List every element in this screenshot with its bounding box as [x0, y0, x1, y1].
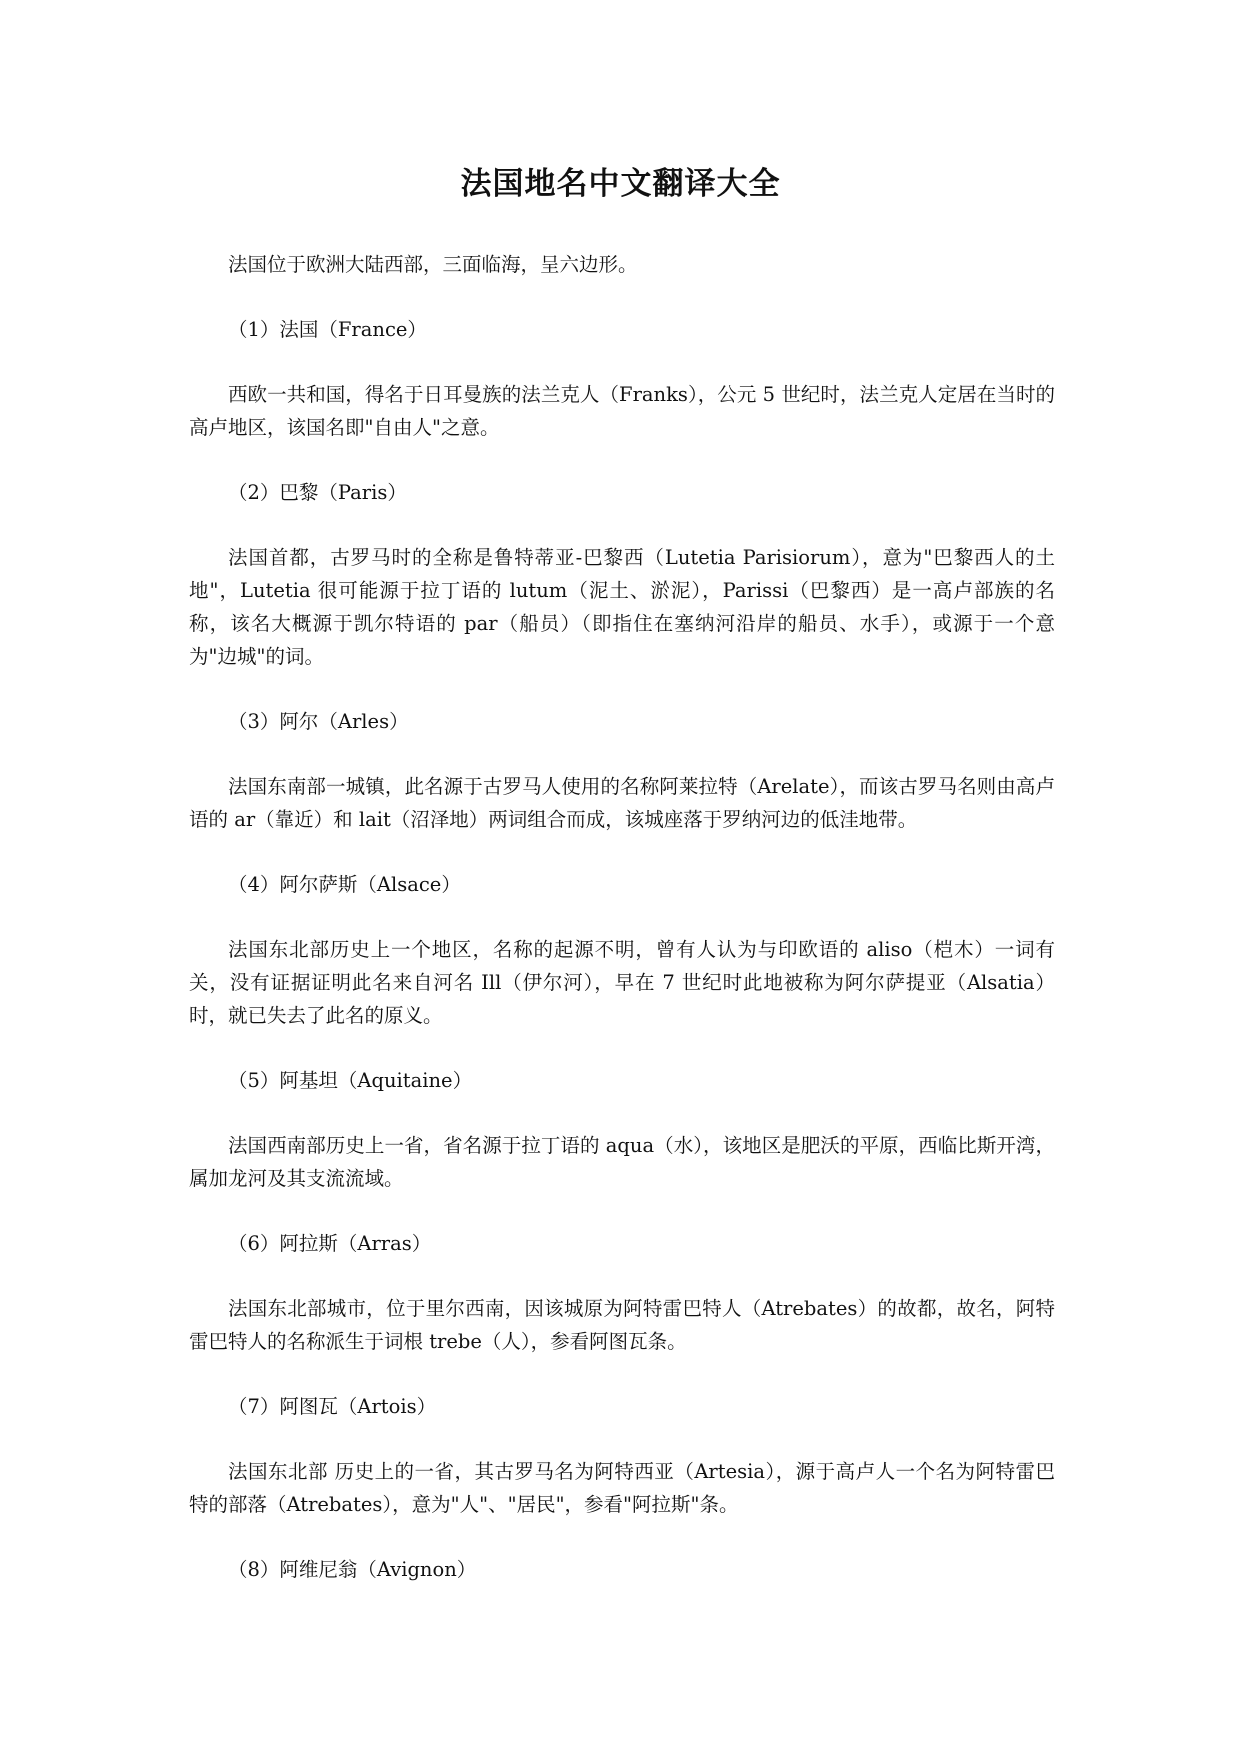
entry-heading-avignon: （8）阿维尼翁（Avignon）	[228, 1558, 477, 1581]
page-title: 法国地名中文翻译大全	[460, 166, 781, 202]
entry-text-artois: 法国东北部 历史上的一省，其古罗马名为阿特西亚（Artesia），源于高卢人一个名为阿特雷巴特的部落（Atrebates），意为"人"、"居民"，参看"阿拉斯"条。	[189, 1460, 1055, 1516]
entry-heading-arras: （6）阿拉斯（Arras）	[228, 1232, 432, 1255]
entry-text-alsace: 法国东北部历史上一个地区，名称的起源不明，曾有人认为与印欧语的 aliso（桤木）一词有关，没有证据证明此名来自河名 Ill（伊尔河），早在 7 世纪时此地被称为阿尔萨提亚（Alsatia）时，就已失去了此名的原义。	[189, 938, 1055, 1027]
entry-heading-paris: （2）巴黎（Paris）	[228, 481, 407, 504]
entry-heading-arles: （3）阿尔（Arles）	[228, 710, 409, 733]
entry-heading-artois: （7）阿图瓦（Artois）	[228, 1395, 437, 1418]
entry-text-aquitaine: 法国西南部历史上一省，省名源于拉丁语的 aqua（水），该地区是肥沃的平原，西临比斯开湾，属加龙河及其支流流域。	[189, 1134, 1055, 1190]
entry-heading-france: （1）法国（France）	[228, 318, 427, 341]
entry-text-arras: 法国东北部城市，位于里尔西南，因该城原为阿特雷巴特人（Atrebates）的故都，故名，阿特雷巴特人的名称派生于词根 trebe（人），参看阿图瓦条。	[189, 1297, 1055, 1353]
entry-text-paris: 法国首都，古罗马时的全称是鲁特蒂亚-巴黎西（Lutetia Parisiorum），意为"巴黎西人的土地"，Lutetia 很可能源于拉丁语的 lutum（泥土、淤泥），Parissi（巴黎西）是一高卢部族的名称，该名大概源于凯尔特语的 par（船员）（即指住在塞纳河沿岸的船员、水手），或源于一个意为"边城"的词。	[189, 546, 1055, 668]
entry-heading-alsace: （4）阿尔萨斯（Alsace）	[228, 873, 461, 896]
document-body	[189, 248, 1055, 1618]
entry-text-arles: 法国东南部一城镇，此名源于古罗马人使用的名称阿莱拉特（Arelate），而该古罗马名则由高卢语的 ar（靠近）和 lait（沼泽地）两词组合而成，该城座落于罗纳河边的低洼地带。	[189, 775, 1055, 831]
entry-text-france: 西欧一共和国，得名于日耳曼族的法兰克人（Franks），公元 5 世纪时，法兰克人定居在当时的高卢地区，该国名即"自由人"之意。	[189, 383, 1055, 439]
entry-heading-aquitaine: （5）阿基坦（Aquitaine）	[228, 1069, 473, 1092]
intro-paragraph: 法国位于欧洲大陆西部，三面临海，呈六边形。	[228, 253, 638, 276]
